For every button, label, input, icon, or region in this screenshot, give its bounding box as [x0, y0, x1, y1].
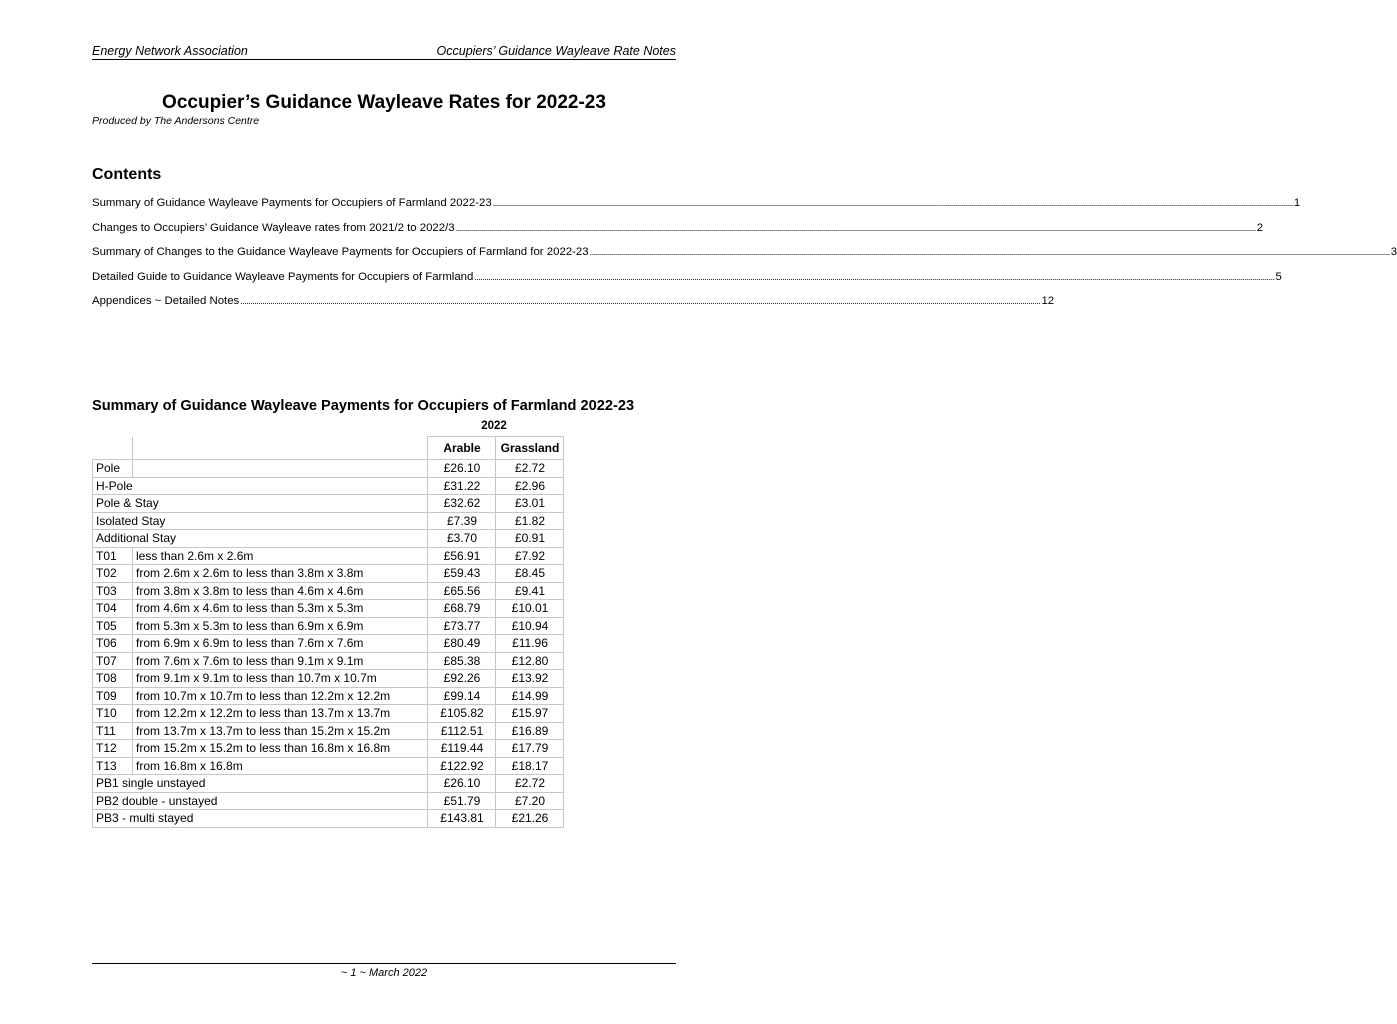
- table-row: [93, 670, 564, 688]
- table-row: [93, 495, 564, 513]
- arable-rate: £92.26: [428, 670, 496, 688]
- item-code: Pole & Stay: [93, 495, 428, 513]
- grassland-rate: £17.79: [496, 740, 564, 758]
- arable-rate: £99.14: [428, 687, 496, 705]
- grassland-rate: £9.41: [496, 582, 564, 600]
- toc-page-number: 3: [1390, 246, 1397, 258]
- item-description: from 10.7m x 10.7m to less than 12.2m x 12.2m: [133, 687, 428, 705]
- table-row: [93, 477, 564, 495]
- item-description: from 5.3m x 5.3m to less than 6.9m x 6.9m: [133, 617, 428, 635]
- arable-rate: £32.62: [428, 495, 496, 513]
- grassland-rate: £18.17: [496, 757, 564, 775]
- item-code: T04: [93, 600, 133, 618]
- item-description: from 6.9m x 6.9m to less than 7.6m x 7.6m: [133, 635, 428, 653]
- item-description: from 9.1m x 9.1m to less than 10.7m x 10.7m: [133, 670, 428, 688]
- item-code: H-Pole: [93, 477, 428, 495]
- toc-item[interactable]: [92, 295, 1055, 320]
- toc-item[interactable]: [92, 221, 1264, 247]
- arable-rate: £85.38: [428, 652, 496, 670]
- footer-rule: [92, 963, 676, 964]
- item-code: T13: [93, 757, 133, 775]
- arable-rate: £73.77: [428, 617, 496, 635]
- toc-item-text: Summary of Guidance Wayleave Payments for Occupiers of Farmland 2022-23: [92, 197, 492, 209]
- grassland-rate: £1.82: [496, 512, 564, 530]
- table-row: [93, 652, 564, 670]
- grassland-rate: £10.01: [496, 600, 564, 618]
- arable-rate: £31.22: [428, 477, 496, 495]
- item-code: PB3 - multi stayed: [93, 810, 428, 828]
- header-cell-blank: [133, 437, 428, 460]
- grassland-rate: £7.92: [496, 547, 564, 565]
- toc-dot-leader: ................................................................................................................................................................................................................................................................................................................................................................................................................: [240, 296, 1041, 306]
- item-code: Isolated Stay: [93, 512, 428, 530]
- item-code: T10: [93, 705, 133, 723]
- table-row: [93, 722, 564, 740]
- item-code: Additional Stay: [93, 530, 428, 548]
- arable-rate: £65.56: [428, 582, 496, 600]
- toc-dot-leader: ................................................................................................................................................................................................................................................................................................................................................................................................................: [589, 247, 1390, 257]
- table-row: [93, 635, 564, 653]
- grassland-rate: £3.01: [496, 495, 564, 513]
- grassland-rate: £16.89: [496, 722, 564, 740]
- item-code: T03: [93, 582, 133, 600]
- arable-rate: £80.49: [428, 635, 496, 653]
- grassland-rate: £21.26: [496, 810, 564, 828]
- table-row: [93, 810, 564, 828]
- grassland-rate: £12.80: [496, 652, 564, 670]
- grassland-rate: £2.96: [496, 477, 564, 495]
- table-of-contents: [92, 197, 1397, 320]
- arable-rate: £143.81: [428, 810, 496, 828]
- arable-rate: £59.43: [428, 565, 496, 583]
- item-code: T05: [93, 617, 133, 635]
- item-code: T09: [93, 687, 133, 705]
- page-header: [92, 44, 676, 60]
- summary-heading: Summary of Guidance Wayleave Payments for Occupiers of Farmland 2022-23: [92, 398, 635, 414]
- toc-item[interactable]: [92, 270, 1282, 296]
- table-row: [93, 565, 564, 583]
- toc-page-number: 5: [1275, 270, 1282, 283]
- rates-table: [92, 436, 564, 828]
- arable-rate: £26.10: [428, 775, 496, 793]
- toc-dot-leader: ................................................................................................................................................................................................................................................................................................................................................................................................................: [474, 271, 1275, 282]
- header-org: Energy Network Association: [92, 44, 248, 58]
- grassland-rate: £10.94: [496, 617, 564, 635]
- item-description: less than 2.6m x 2.6m: [133, 547, 428, 565]
- toc-page-number: 12: [1041, 295, 1055, 307]
- arable-rate: £26.10: [428, 460, 496, 478]
- item-code: T01: [93, 547, 133, 565]
- arable-rate: £7.39: [428, 512, 496, 530]
- year-header: 2022: [481, 420, 507, 432]
- toc-page-number: 2: [1256, 221, 1264, 234]
- item-description: from 12.2m x 12.2m to less than 13.7m x 13.7m: [133, 705, 428, 723]
- table-row: [93, 757, 564, 775]
- toc-item-text: Changes to Occupiers’ Guidance Wayleave rates from 2021/2 to 2022/3: [92, 221, 455, 234]
- produced-by: Produced by The Andersons Centre: [92, 115, 260, 127]
- item-description: from 3.8m x 3.8m to less than 4.6m x 4.6m: [133, 582, 428, 600]
- header-arable: Arable: [428, 437, 496, 460]
- toc-item-text: Detailed Guide to Guidance Wayleave Payments for Occupiers of Farmland: [92, 270, 474, 283]
- arable-rate: £122.92: [428, 757, 496, 775]
- table-row: [93, 530, 564, 548]
- item-description: from 16.8m x 16.8m: [133, 757, 428, 775]
- item-code: T12: [93, 740, 133, 758]
- item-code: T08: [93, 670, 133, 688]
- grassland-rate: £0.91: [496, 530, 564, 548]
- arable-rate: £68.79: [428, 600, 496, 618]
- table-row: [93, 775, 564, 793]
- toc-page-number: 1: [1293, 197, 1301, 209]
- grassland-rate: £11.96: [496, 635, 564, 653]
- arable-rate: £56.91: [428, 547, 496, 565]
- table-row: [93, 792, 564, 810]
- table-row: [93, 460, 564, 478]
- header-doc-title: Occupiers’ Guidance Wayleave Rate Notes: [436, 44, 676, 58]
- page-footer: ~ 1 ~ March 2022: [340, 967, 428, 979]
- item-description: from 15.2m x 15.2m to less than 16.8m x 16.8m: [133, 740, 428, 758]
- arable-rate: £105.82: [428, 705, 496, 723]
- arable-rate: £119.44: [428, 740, 496, 758]
- toc-dot-leader: ................................................................................................................................................................................................................................................................................................................................................................................................................: [455, 222, 1256, 233]
- item-description: from 2.6m x 2.6m to less than 3.8m x 3.8m: [133, 565, 428, 583]
- item-code: T11: [93, 722, 133, 740]
- table-row: [93, 547, 564, 565]
- table-row: [93, 512, 564, 530]
- item-code: T06: [93, 635, 133, 653]
- table-row: [93, 617, 564, 635]
- grassland-rate: £15.97: [496, 705, 564, 723]
- grassland-rate: £8.45: [496, 565, 564, 583]
- grassland-rate: £13.92: [496, 670, 564, 688]
- table-row: [93, 600, 564, 618]
- toc-item[interactable]: [92, 246, 1397, 271]
- arable-rate: £3.70: [428, 530, 496, 548]
- header-cell-blank: [93, 437, 133, 460]
- item-code: Pole: [93, 460, 133, 478]
- item-description: [133, 460, 428, 478]
- header-grassland: Grassland: [496, 437, 564, 460]
- grassland-rate: £2.72: [496, 775, 564, 793]
- item-description: from 13.7m x 13.7m to less than 15.2m x 15.2m: [133, 722, 428, 740]
- table-row: [93, 582, 564, 600]
- toc-item-text: Summary of Changes to the Guidance Wayleave Payments for Occupiers of Farmland for 2022-23: [92, 246, 589, 258]
- item-description: from 4.6m x 4.6m to less than 5.3m x 5.3m: [133, 600, 428, 618]
- table-header-row: [93, 437, 564, 460]
- arable-rate: £51.79: [428, 792, 496, 810]
- toc-item-text: Appendices ~ Detailed Notes: [92, 295, 240, 307]
- page-title: Occupier’s Guidance Wayleave Rates for 2022-23: [162, 92, 606, 113]
- table-row: [93, 687, 564, 705]
- grassland-rate: £14.99: [496, 687, 564, 705]
- item-code: T02: [93, 565, 133, 583]
- table-row: [93, 705, 564, 723]
- toc-item[interactable]: [92, 197, 1301, 222]
- contents-heading: Contents: [92, 166, 162, 183]
- table-row: [93, 740, 564, 758]
- item-code: PB2 double - unstayed: [93, 792, 428, 810]
- grassland-rate: £7.20: [496, 792, 564, 810]
- item-code: T07: [93, 652, 133, 670]
- toc-dot-leader: ................................................................................................................................................................................................................................................................................................................................................................................................................: [492, 198, 1293, 208]
- arable-rate: £112.51: [428, 722, 496, 740]
- item-code: PB1 single unstayed: [93, 775, 428, 793]
- item-description: from 7.6m x 7.6m to less than 9.1m x 9.1m: [133, 652, 428, 670]
- grassland-rate: £2.72: [496, 460, 564, 478]
